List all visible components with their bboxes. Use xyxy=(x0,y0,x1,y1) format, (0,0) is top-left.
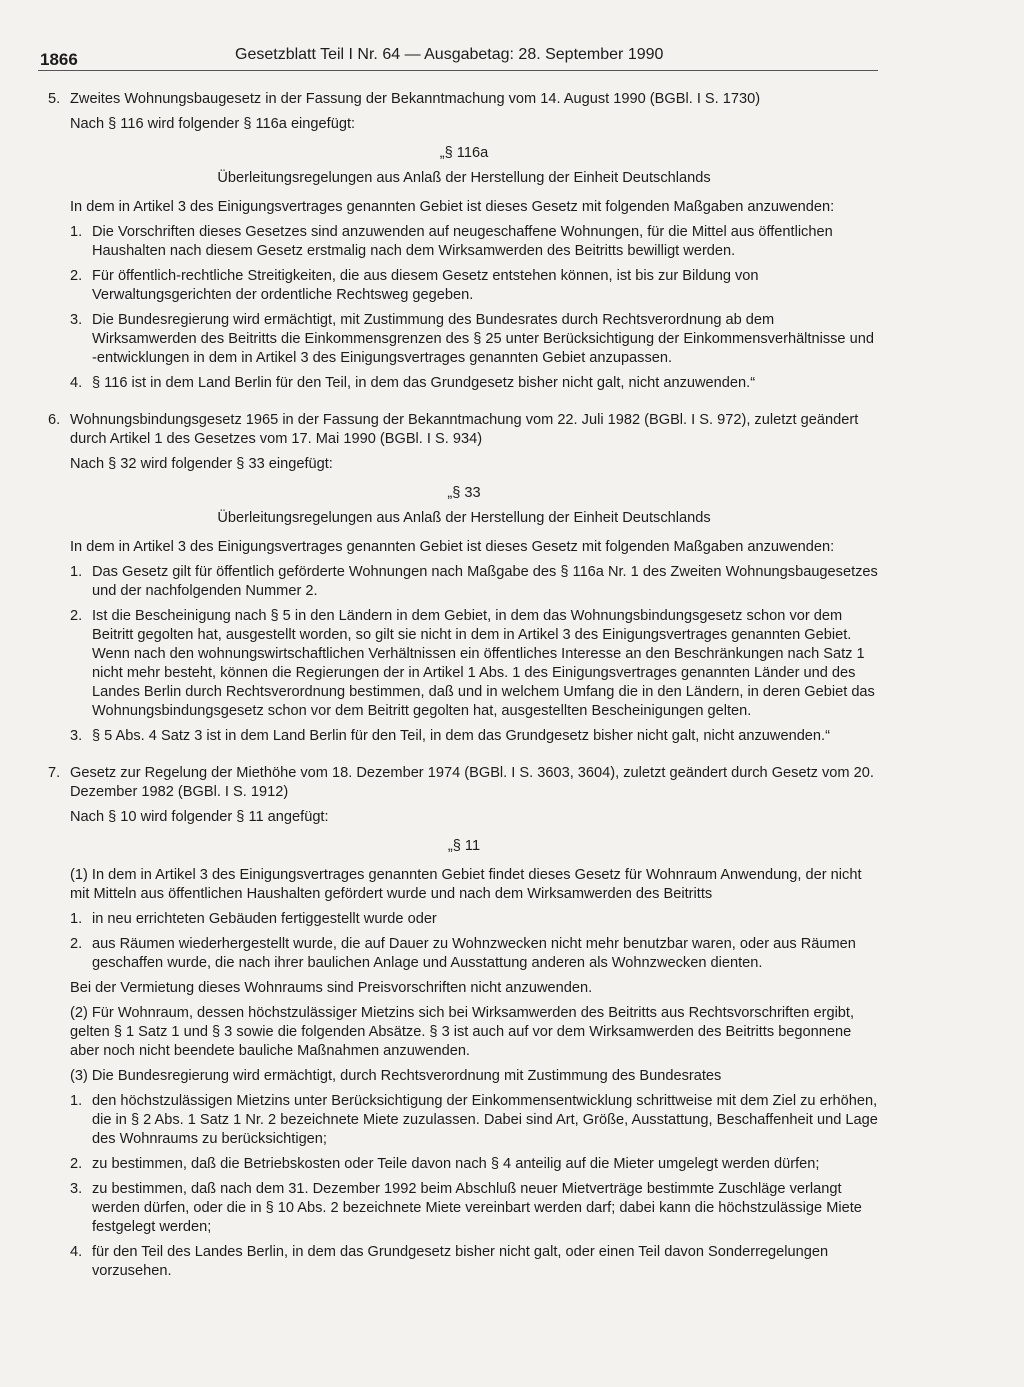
insertion-intro: Nach § 10 wird folgender § 11 angefügt: xyxy=(70,809,329,825)
list-text: Für öffentlich-rechtliche Streitigkeiten, die aus diesem Gesetz entstehen können, ist bis zur Bildung von Verwaltungsgerichten der ordentliche Rechtsweg gegeben. xyxy=(92,268,759,303)
list-item xyxy=(48,727,880,746)
item-title: Wohnungsbindungsgesetz 1965 in der Fassung der Bekanntmachung vom 22. Juli 1982 (BGBl. I S. 972), zuletzt geändert durch Artikel 1 des Gesetzes vom 17. Mai 1990 (BGBl. I S. 934) xyxy=(70,412,859,447)
section-heading: Überleitungsregelungen aus Anlaß der Herstellung der Einheit Deutschlands xyxy=(217,170,711,186)
item-title: Zweites Wohnungsbaugesetz in der Fassung der Bekanntmachung vom 14. August 1990 (BGBl. I S. 1730) xyxy=(70,91,761,107)
insertion-intro: Nach § 116 wird folgender § 116a eingefügt: xyxy=(70,116,356,132)
running-title: Gesetzblatt Teil I Nr. 64 — Ausgabetag: 28. September 1990 xyxy=(235,46,664,63)
list-number: 3. xyxy=(70,1181,83,1197)
list-text: zu bestimmen, daß die Betriebskosten oder Teile davon nach § 4 anteilig auf die Mieter umgelegt werden dürfen; xyxy=(92,1156,820,1172)
paragraph-2: (2) Für Wohnraum, dessen höchstzulässiger Mietzins sich bei Wirksamwerden des Beitritts aus Rechtsvorschriften ergibt, gelten § 1 Satz 1 und § 3 sowie die folgenden Absätze. § 3 ist auch auf vor dem Wirksamwerden des Beitritts begonnene aber noch nicht beendete bauliche Maßnahmen anzuwenden. xyxy=(70,1005,855,1059)
list-number: 1. xyxy=(70,911,83,927)
document-body xyxy=(48,90,880,1281)
list-text: aus Räumen wiederhergestellt wurde, die auf Dauer zu Wohnzwecken nicht mehr benutzbar waren, oder aus Räumen geschaffen wurde, die nach ihrer baulichen Anlage und Ausstattung anderen als Wohnzwecken dienten. xyxy=(92,936,856,971)
item-title: Gesetz zur Regelung der Miethöhe vom 18. Dezember 1974 (BGBl. I S. 3603, 3604), zuletzt geändert durch Gesetz vom 20. Dezember 1982 (BGBl. I S. 1912) xyxy=(70,765,874,800)
list-text: zu bestimmen, daß nach dem 31. Dezember 1992 beim Abschluß neuer Mietverträge bestimmte Zuschläge verlangt werden dürfen, oder die in § 10 Abs. 2 bezeichnete Miete vereinbart werden darf; dabei kann die höchstzulässige Miete festgelegt werden; xyxy=(92,1181,862,1235)
amendment-item-7 xyxy=(48,764,880,802)
list-item xyxy=(48,1180,880,1237)
list-text: Die Bundesregierung wird ermächtigt, mit Zustimmung des Bundesrates durch Rechtsverordnung ab dem Wirksamwerden des Beitritts die Einkommensgrenzen des § 25 unter Berücksichtigung der Einkommensverhältnisse und -entwicklungen in dem in Artikel 3 des Einigungsvertrages genannten Gebiet anzupassen. xyxy=(92,312,874,366)
list-number: 2. xyxy=(70,1156,83,1172)
item-number: 6. xyxy=(48,412,61,428)
list-item xyxy=(48,223,880,261)
list-number: 1. xyxy=(70,224,83,240)
list-text: für den Teil des Landes Berlin, in dem das Grundgesetz bisher nicht galt, oder einen Teil davon Sonderregelungen vorzusehen. xyxy=(92,1244,829,1279)
list-number: 4. xyxy=(70,1244,83,1260)
page-number: 1866 xyxy=(40,50,78,69)
paragraph-3: (3) Die Bundesregierung wird ermächtigt, durch Rechtsverordnung mit Zustimmung des Bundesrates xyxy=(70,1068,722,1084)
list-text: § 116 ist in dem Land Berlin für den Teil, in dem das Grundgesetz bisher nicht galt, nicht anzuwenden.“ xyxy=(92,375,756,391)
list-text: Die Vorschriften dieses Gesetzes sind anzuwenden auf neugeschaffene Wohnungen, für die Mittel aus öffentlichen Haushalten nach diesem Gesetz erstmalig nach dem Wirksamwerden des Beitritts bewilligt werden. xyxy=(92,224,833,259)
list-item xyxy=(48,374,880,393)
section-heading: Überleitungsregelungen aus Anlaß der Herstellung der Einheit Deutschlands xyxy=(217,510,711,526)
list-text: § 5 Abs. 4 Satz 3 ist in dem Land Berlin für den Teil, in dem das Grundgesetz bisher nicht galt, nicht anzuwenden.“ xyxy=(92,728,830,744)
list-text: den höchstzulässigen Mietzins unter Berücksichtigung der Einkommensentwicklung schrittweise mit dem Ziel zu erhöhen, die in § 2 Abs. 1 Satz 1 Nr. 2 bezeichnete Miete zuzulassen. Dabei sind Art, Größe, Ausstattung, Beschaffenheit und Lage des Wohnraums zu berücksichtigen; xyxy=(92,1093,878,1147)
list-item xyxy=(48,910,880,929)
list-item xyxy=(48,1092,880,1149)
amendment-item-6 xyxy=(48,411,880,449)
list-item xyxy=(48,311,880,368)
paragraph-1: (1) In dem in Artikel 3 des Einigungsvertrages genannten Gebiet findet dieses Gesetz für Wohnraum Anwendung, der nicht mit Mitteln aus öffentlichen Haushalten gefördert wurde und nach dem Wirksamwerden des Beitritts xyxy=(70,867,862,902)
list-number: 1. xyxy=(70,1093,83,1109)
list-text: Ist die Bescheinigung nach § 5 in den Ländern in dem Gebiet, in dem das Wohnungsbindungsgesetz schon vor dem Beitritt gegolten hat, ausgestellt worden, so gilt sie nicht in dem in Artikel 3 des Einigungsvertrages genannten Gebiet. Wenn nach den wohnungswirtschaftlichen Verhältnissen ein öffentliches Interesse an den Beschränkungen nach Satz 1 nicht mehr besteht, können die Regierungen der in Artikel 1 Abs. 1 des Einigungsvertrages genannten Länder und des Landes Berlin durch Rechtsverordnung bestimmen, daß und in welchem Umfang die in den Ländern, in deren Gebiet das Wohnungsbindungsgesetz schon vor dem Beitritt gegolten hat, ausgestellten Bescheinigungen gelten. xyxy=(92,608,875,719)
list-number: 2. xyxy=(70,936,83,952)
item-number: 5. xyxy=(48,91,61,107)
list-number: 2. xyxy=(70,268,83,284)
list-text: in neu errichteten Gebäuden fertiggestellt wurde oder xyxy=(92,911,437,927)
list-number: 3. xyxy=(70,312,83,328)
page-header xyxy=(38,44,878,72)
section-lead: In dem in Artikel 3 des Einigungsvertrages genannten Gebiet ist dieses Gesetz mit folgenden Maßgaben anzuwenden: xyxy=(70,539,835,555)
header-rule xyxy=(38,70,878,71)
list-number: 3. xyxy=(70,728,83,744)
list-text: Das Gesetz gilt für öffentlich geförderte Wohnungen nach Maßgabe des § 116a Nr. 1 des Zweiten Wohnungsbaugesetzes und der nachfolgenden Nummer 2. xyxy=(92,564,878,599)
insertion-intro: Nach § 32 wird folgender § 33 eingefügt: xyxy=(70,456,333,472)
list-item xyxy=(48,1243,880,1281)
paragraph-1-closing: Bei der Vermietung dieses Wohnraums sind Preisvorschriften nicht anzuwenden. xyxy=(70,980,593,996)
section-number: „§ 33 xyxy=(447,485,481,501)
section-number: „§ 11 xyxy=(447,838,481,854)
list-number: 4. xyxy=(70,375,83,391)
item-number: 7. xyxy=(48,765,61,781)
list-number: 1. xyxy=(70,564,83,580)
section-number: „§ 116a xyxy=(439,145,489,161)
list-item xyxy=(48,267,880,305)
list-item xyxy=(48,935,880,973)
section-lead: In dem in Artikel 3 des Einigungsvertrages genannten Gebiet ist dieses Gesetz mit folgenden Maßgaben anzuwenden: xyxy=(70,199,835,215)
list-number: 2. xyxy=(70,608,83,624)
list-item xyxy=(48,563,880,601)
list-item xyxy=(48,607,880,721)
list-item xyxy=(48,1155,880,1174)
amendment-item-5 xyxy=(48,90,880,109)
